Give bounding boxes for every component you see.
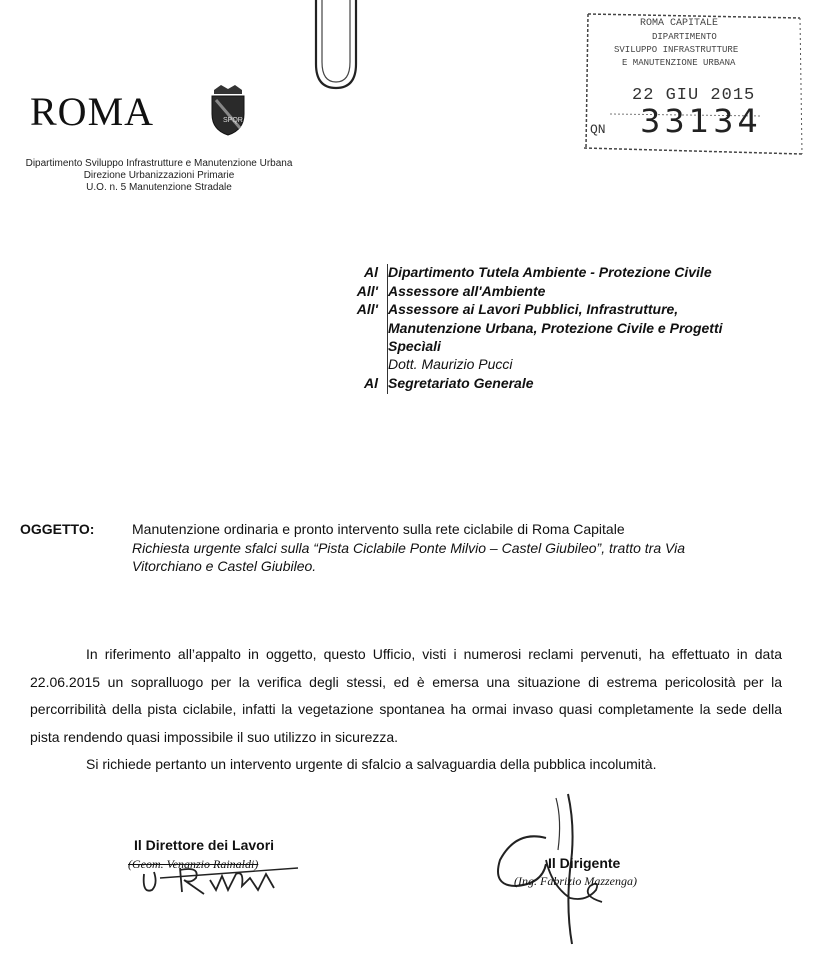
roma-crest-icon [208,84,248,136]
recipient-name: Assessore ai Lavori Pubblici, Infrastrutture, [388,301,679,317]
recipient-prefix: All' [356,283,378,299]
subject-line: Richiesta urgente sfalci sulla “Pista Ciclabile Ponte Milvio – Castel Giubileo”, tratto tra Via [132,540,685,556]
stamp-line: SVILUPPO INFRASTRUTTURE [614,45,739,55]
recipient-prefix: Al [364,264,378,280]
stamp-protocol-label: QN [590,122,606,137]
recipient-name: Manutenzione Urbana, Protezione Civile e Progetti [388,320,723,336]
signature-name-left: (Geom. Venanzio Rainaldi) [128,857,259,871]
recipient-name: Segretariato Generale [388,375,534,391]
stamp-line: E MANUTENZIONE URBANA [622,58,736,68]
crest-spqr-text: SPQR [223,117,243,124]
department-line: U.O. n. 5 Manutenzione Stradale [86,182,232,193]
subject-label: OGGETTO: [20,521,95,537]
recipient-name: Specìali [388,338,441,354]
department-block [14,158,304,194]
recipient-prefix: Al [364,375,378,391]
signature-name-right: (Ing. Fabrizio Mazzenga) [514,874,637,888]
signature-title-right: Il Dirigente [548,855,621,871]
subject-line: Vitorchiano e Castel Giubileo. [132,558,317,574]
recipient-name: Assessore all'Ambiente [388,283,546,299]
recipient-name: Dipartimento Tutela Ambiente - Protezione Civile [388,264,712,280]
stamp-line: ROMA CAPITALE [640,18,719,29]
stamp-date: 22 GIU 2015 [632,86,756,105]
department-line: Direzione Urbanizzazioni Primarie [83,170,235,181]
signature-title-left: Il Direttore dei Lavori [134,837,275,853]
paper-clip-mark [298,0,378,96]
body-paragraph: Si richiede pertanto un intervento urgente di sfalcio a salvaguardia della pubblica incolumità. [86,756,657,772]
stamp-protocol-number: 33134 [640,102,762,140]
subject-line: Manutenzione ordinaria e pronto intervento sulla rete ciclabile di Roma Capitale [132,521,625,537]
stamp-line: DIPARTIMENTO [652,32,717,42]
body-paragraph: In riferimento all’appalto in oggetto, questo Ufficio, visti i numerosi reclami pervenuti, ha effettuato in data 22.06.2015 un sopralluogo per la verifica degli stessi, ed è emersa una situazione di estrema pericolosità per la percorribilità della pista ciclabile, infatti la vegetazione spontanea ha ormai invaso quasi completamente la sede della pista rendendo quasi impossibile il suo utilizzo in sicurezza. [30,646,782,745]
department-line: Dipartimento Sviluppo Infrastrutture e Manutenzione Urbana [25,158,293,169]
recipient-prefix: All' [356,301,378,317]
roma-logo-text: ROMA [30,89,155,134]
recipient-name: Dott. Maurizio Pucci [388,356,513,372]
protocol-stamp [582,8,804,156]
handwritten-signature-left [140,860,310,900]
